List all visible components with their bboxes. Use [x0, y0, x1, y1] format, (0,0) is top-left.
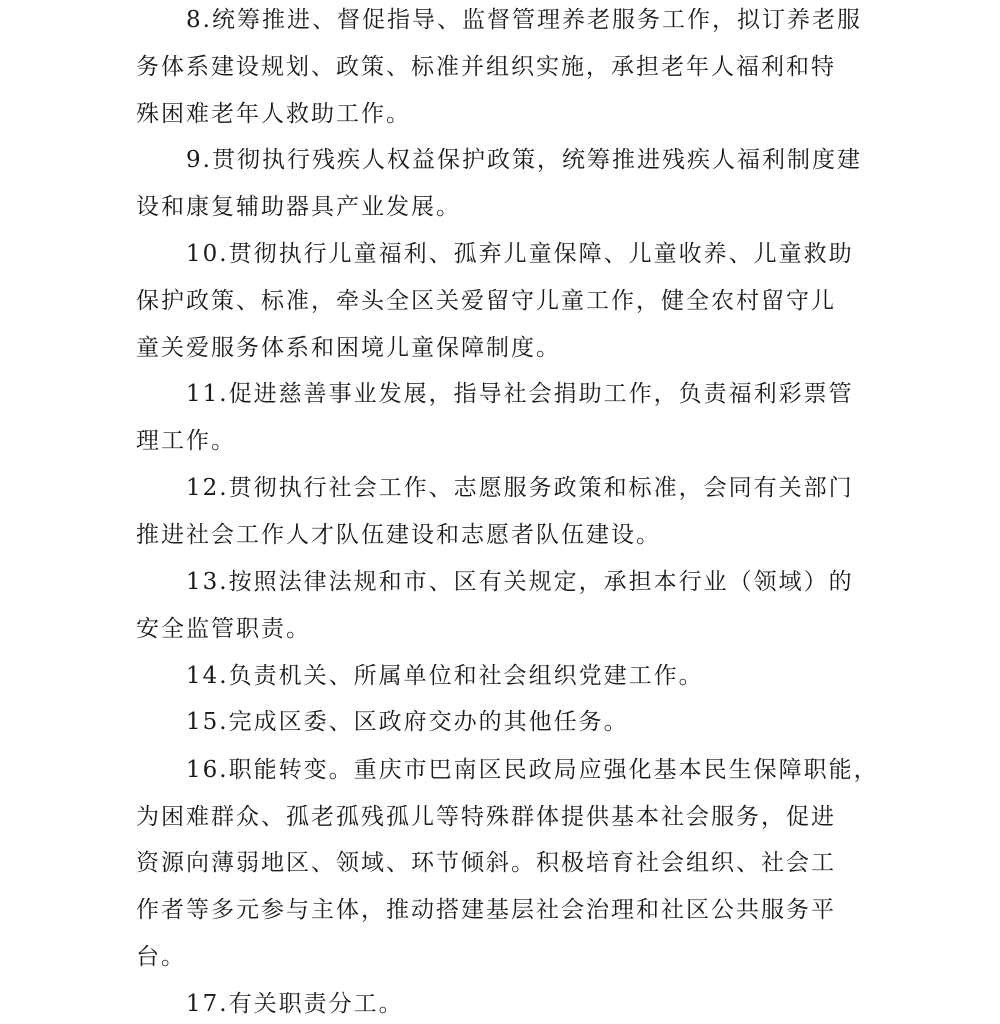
item-16-line-5: 台。: [136, 944, 186, 970]
item-13-line-2: 安全监管职责。: [136, 616, 311, 642]
item-11-line-1: 11.促进慈善事业发展，指导社会捐助工作，负责福利彩票管: [186, 381, 854, 407]
item-9-line-2: 设和康复辅助器具产业发展。: [136, 194, 461, 220]
item-10-line-2: 保护政策、标准，牵头全区关爱留守儿童工作，健全农村留守儿: [136, 288, 836, 314]
item-10-line-3: 童关爱服务体系和困境儿童保障制度。: [136, 335, 561, 361]
item-16-line-4: 作者等多元参与主体，推动搭建基层社会治理和社区公共服务平: [136, 897, 836, 923]
item-8-line-2: 务体系建设规划、政策、标准并组织实施，承担老年人福利和特: [136, 54, 836, 80]
item-9-line-1: 9.贯彻执行残疾人权益保护政策，统筹推进残疾人福利制度建: [186, 147, 862, 173]
item-15-line-1: 15.完成区委、区政府交办的其他任务。: [186, 709, 629, 735]
item-16-line-2: 为困难群众、孤老孤残孤儿等特殊群体提供基本社会服务，促进: [136, 804, 836, 830]
item-10-line-1: 10.贯彻执行儿童福利、孤弃儿童保障、儿童收养、儿童救助: [186, 241, 854, 267]
item-14-line-1: 14.负责机关、所属单位和社会组织党建工作。: [186, 663, 704, 689]
item-17-line-1: 17.有关职责分工。: [186, 991, 404, 1017]
item-12-line-1: 12.贯彻执行社会工作、志愿服务政策和标准，会同有关部门: [186, 475, 854, 501]
item-8-line-1: 8.统筹推进、督促指导、监督管理养老服务工作，拟订养老服: [186, 7, 862, 33]
item-16-line-1: 16.职能转变。重庆市巴南区民政局应强化基本民生保障职能，: [186, 757, 879, 783]
item-8-line-3: 殊困难老年人救助工作。: [136, 101, 411, 127]
item-13-line-1: 13.按照法律法规和市、区有关规定，承担本行业（领域）的: [186, 569, 854, 595]
item-11-line-2: 理工作。: [136, 428, 236, 454]
item-12-line-2: 推进社会工作人才队伍建设和志愿者队伍建设。: [136, 522, 661, 548]
item-16-line-3: 资源向薄弱地区、领域、环节倾斜。积极培育社会组织、社会工: [136, 850, 836, 876]
